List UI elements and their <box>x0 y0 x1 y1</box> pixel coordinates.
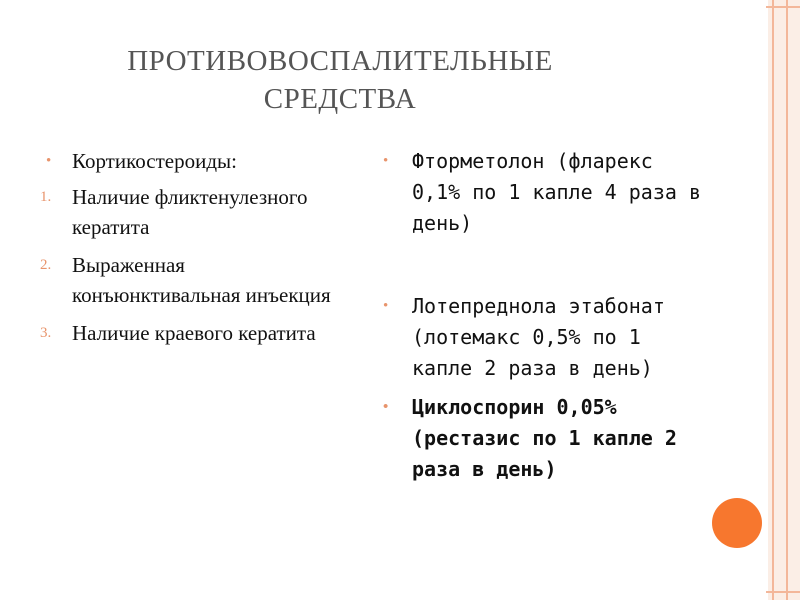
list-item <box>40 250 340 310</box>
list-item-text: Циклоспорин 0,05% (рестазис по 1 капле 2 раза в день) <box>412 395 677 481</box>
bullet-icon: • <box>46 153 52 169</box>
list-item-text: Наличие фликтенулезного кератита <box>72 185 308 239</box>
list-item <box>40 318 340 348</box>
frame-line <box>772 0 774 600</box>
list-item <box>380 291 710 384</box>
list-heading-text: Кортикостероиды: <box>72 149 237 173</box>
list-item-text: Выраженная конъюнктивальная инъекция <box>72 253 331 307</box>
bullet-icon: • <box>383 298 389 314</box>
left-column <box>40 146 340 356</box>
bullet-icon: • <box>383 399 389 415</box>
slide-title-line2: СРЕДСТВА <box>263 83 417 115</box>
list-heading <box>40 146 340 176</box>
right-column <box>380 146 710 485</box>
list-number: 1. <box>40 189 52 205</box>
frame-line <box>766 6 800 8</box>
list-item <box>40 182 340 242</box>
frame-line <box>766 591 800 593</box>
list-item-text: Фторметолон (фларекс 0,1% по 1 капле 4 раза в день) <box>412 149 701 235</box>
frame-line <box>786 0 788 600</box>
bullet-icon: • <box>383 153 389 169</box>
list-item-highlighted <box>380 392 710 485</box>
accent-circle <box>712 498 762 548</box>
list-item-text: Лотепреднола этабонат (лотемакс 0,5% по 1 капле 2 раза в день) <box>412 294 665 380</box>
list-item-text: Наличие краевого кератита <box>72 321 316 345</box>
slide-title-line1: ПРОТИВОВОСПАЛИТЕЛЬНЫЕ <box>127 45 553 77</box>
list-number: 2. <box>40 257 52 273</box>
slide-title <box>60 42 620 118</box>
list-number: 3. <box>40 325 52 341</box>
list-item <box>380 146 710 239</box>
